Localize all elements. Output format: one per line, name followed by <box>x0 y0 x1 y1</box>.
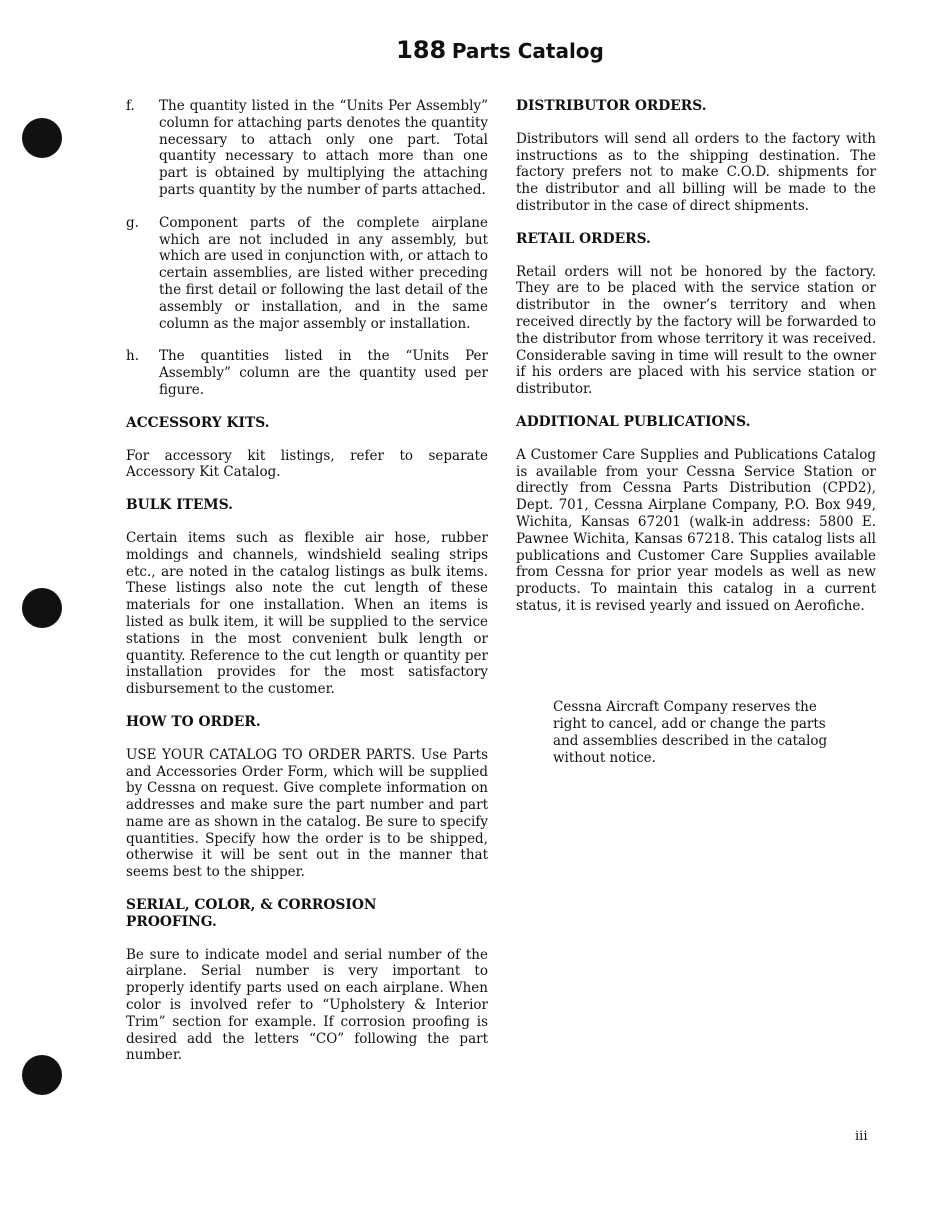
section-heading: ADDITIONAL PUBLICATIONS. <box>516 413 751 430</box>
list-item-letter: f. <box>126 98 135 114</box>
list-item-letter: g. <box>126 214 139 231</box>
left-column <box>126 98 488 1080</box>
binder-hole-bottom <box>22 1055 62 1095</box>
list-item-text: The quantity listed in the “Units Per Assembly” column for attaching parts denotes the quantity necessary to attach only one part. Total quantity necessary to attach more than one part is obtained by multiplying the attaching parts quantity by the number of parts attached. <box>159 98 488 198</box>
section-how-to-order <box>126 714 488 881</box>
section-accessory-kits <box>126 415 488 481</box>
list-item-g <box>126 215 488 333</box>
section-body: USE YOUR CATALOG TO ORDER PARTS. Use Parts and Accessories Order Form, which will be supplied by Cessna on request. Give complete information on addresses and make sure the part number and part name are as shown in the catalog. Be sure to specify quantities. Specify how the order is to be shipped, otherwise it will be sent out in the manner that seems best to the shipper. <box>126 746 488 881</box>
section-body: Distributors will send all orders to the factory with instructions as to the shipping destination. The factory prefers not to make C.O.D. shipments for the distributor and all billing will be made to the distributor in the case of direct shipments. <box>516 130 876 214</box>
section-body: Be sure to indicate model and serial number of the airplane. Serial number is very important to properly identify parts used on each airplane. When color is involved refer to “Upholstery & Interior Trim” section for example. If corrosion proofing is desired add the letters “CO” following the part number. <box>126 946 488 1064</box>
section-serial-color-corrosion <box>126 897 488 1064</box>
list-item-f <box>126 98 488 199</box>
section-retail-orders <box>516 231 876 398</box>
binder-hole-middle <box>22 588 62 628</box>
section-body: For accessory kit listings, refer to separate Accessory Kit Catalog. <box>126 447 488 481</box>
page-number: iii <box>855 1129 868 1144</box>
section-heading: HOW TO ORDER. <box>126 713 261 730</box>
page-title <box>0 36 945 64</box>
section-distributor-orders <box>516 98 876 215</box>
right-column <box>516 98 876 631</box>
section-heading: ACCESSORY KITS. <box>126 414 270 431</box>
section-heading: BULK ITEMS. <box>126 497 233 514</box>
section-additional-publications <box>516 414 876 615</box>
list-item-text: The quantities listed in the “Units Per Assembly” column are the quantity used per figure. <box>159 348 488 398</box>
list-item-h <box>126 348 488 398</box>
section-heading: SERIAL, COLOR, & CORROSION PROOFING. <box>126 897 377 930</box>
section-body: A Customer Care Supplies and Publications Catalog is available from your Cessna Service Station or directly from Cessna Parts Distribution (CPD2), Dept. 701, Cessna Airplane Company, P.O. Box 949, Wichita, Kansas 67201 (walk-in address: 5800 E. Pawnee Wichita, Kansas 67218. This catalog lists all publications and Customer Care Supplies available from Cessna for prior year models as well as new products. To maintain this catalog in a current status, it is revised yearly and issued on Aerofiche. <box>516 446 876 614</box>
section-body: Retail orders will not be honored by the factory. They are to be placed with the service station or distributor in the owner’s territory and when received directly by the factory will be forwarded to the distributor from whose territory it was received. Considerable saving in time will result to the owner if his orders are placed with his service station or distributor. <box>516 263 876 398</box>
section-heading: RETAIL ORDERS. <box>516 230 651 247</box>
list-item-letter: h. <box>126 348 139 365</box>
title-number: 188 <box>396 36 447 64</box>
section-heading: DISTRIBUTOR ORDERS. <box>516 98 707 114</box>
section-bulk-items <box>126 497 488 698</box>
section-body: Certain items such as flexible air hose, rubber moldings and channels, windshield sealing strips etc., are noted in the catalog listings as bulk items. These listings also note the cut length of these materials for one installation. When an items is listed as bulk item, it will be supplied to the service stations in the most convenient bulk length or quantity. Reference to the cut length or quantity per installation provides for the most satisfactory disbursement to the customer. <box>126 529 488 698</box>
rights-notice: Cessna Aircraft Company reserves the right to cancel, add or change the parts and assemblies described in the catalog without notice. <box>553 699 828 766</box>
binder-hole-top <box>22 118 62 158</box>
title-text: Parts Catalog <box>451 39 604 63</box>
list-item-text: Component parts of the complete airplane which are not included in any assembly, but which are used in conjunction with, or attach to certain assemblies, are listed wither preceding the first detail or following the last detail of the assembly or installation, and in the same column as the major assembly or installation. <box>159 214 488 332</box>
